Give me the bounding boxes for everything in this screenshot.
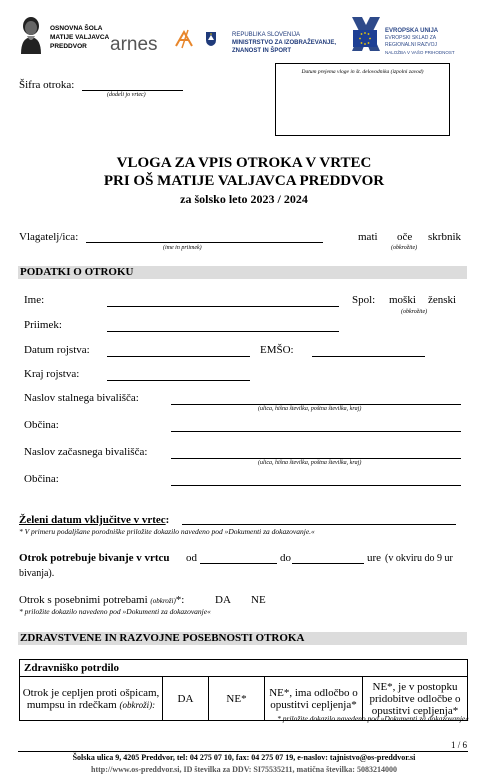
- perm-address-field[interactable]: [171, 404, 461, 405]
- special-needs-asterisk: *:: [175, 594, 185, 606]
- applicant-label: Vlagatelj/ica:: [19, 231, 79, 243]
- stay-note-a: (v okviru do 9 ur: [385, 553, 453, 564]
- emso-field[interactable]: [312, 356, 425, 357]
- temp-municipality-label: Občina:: [24, 473, 59, 485]
- start-date-label-colon: :: [165, 514, 170, 526]
- child-surname-field[interactable]: [107, 331, 339, 332]
- temp-address-field[interactable]: [171, 458, 461, 459]
- school-portrait-logo: [17, 14, 45, 54]
- gender-label: Spol:: [352, 294, 376, 306]
- child-code-hint: (dodeli jo vrtec): [107, 92, 146, 98]
- applicant-option-father[interactable]: oče: [397, 231, 413, 243]
- title-line-2: PRI OŠ MATIJE VALJAVCA PREDDVOR: [103, 173, 385, 189]
- child-surname-label: Priimek:: [24, 319, 62, 331]
- stay-from-field[interactable]: [200, 563, 277, 564]
- section-child-title: PODATKI O OTROKU: [20, 266, 134, 278]
- child-name-field[interactable]: [107, 306, 339, 307]
- start-date-label-text: Želeni datum vključitve v vrtec: [19, 514, 166, 526]
- vaccination-row-label: [20, 677, 163, 721]
- eu-flag-icon: [353, 30, 377, 47]
- applicant-hint: (ime in priimek): [163, 245, 202, 251]
- special-needs-no[interactable]: NE: [251, 594, 266, 606]
- temp-address-hint: (ulica, hišna številka, poštna številka, kraj): [258, 460, 362, 466]
- page-title: [0, 154, 488, 207]
- birth-place-label: Kraj rojstva:: [24, 368, 80, 380]
- stay-hours: ure: [367, 552, 382, 564]
- temp-municipality-field[interactable]: [171, 485, 461, 486]
- child-code-label: Šifra otroka:: [19, 79, 75, 91]
- arnes-logo-text: arnes: [110, 34, 158, 55]
- health-table: [19, 659, 468, 721]
- vaccination-option-yes[interactable]: [163, 677, 209, 721]
- section-health-title: ZDRAVSTVENE IN RAZVOJNE POSEBNOSTI OTROKA: [20, 632, 305, 644]
- perm-address-hint: (ulica, hišna številka, poštna številka, kraj): [258, 406, 362, 412]
- emso-label: EMŠO:: [260, 344, 294, 356]
- footer-line-1: Šolska ulica 9, 4205 Preddvor, tel: 04 275 07 10, fax: 04 275 07 19, e-naslov: tajnistvo@os-preddvor.si: [72, 753, 416, 762]
- vaccination-row-hint: (obkroži):: [119, 699, 156, 710]
- vaccination-option-no-text: NE*: [226, 692, 247, 705]
- applicant-option-guardian[interactable]: skrbnik: [428, 231, 461, 243]
- gender-option-female[interactable]: ženski: [428, 294, 457, 306]
- applicant-option-mother[interactable]: mati: [358, 231, 378, 243]
- temp-address-label: Naslov začasnega bivališča:: [24, 446, 148, 458]
- special-needs-yes[interactable]: DA: [215, 594, 231, 606]
- vaccination-option-yes-text: DA: [177, 692, 194, 705]
- stay-to: do: [280, 552, 291, 564]
- gender-hint: (obkrožite): [401, 309, 428, 315]
- child-code-field[interactable]: [82, 90, 183, 91]
- arnes-logo: [108, 28, 193, 56]
- special-needs-label-text: Otrok s posebnimi potrebami: [19, 594, 148, 606]
- special-needs-note: * priložite dokazilo navedeno pod »Dokumenti za dokazovanje«: [19, 607, 211, 616]
- page-number: 1 / 6: [450, 740, 467, 750]
- stay-from: od: [186, 552, 197, 564]
- perm-municipality-label: Občina:: [24, 419, 59, 431]
- title-line-1: VLOGA ZA VPIS OTROKA V VRTEC: [116, 155, 372, 171]
- birth-date-label: Datum rojstva:: [24, 344, 90, 356]
- stay-note-b: bivanja).: [19, 568, 55, 579]
- vaccination-row-label-text: Otrok je cepljen proti ošpicam, mumpsu in rdečkam: [22, 686, 160, 711]
- start-date-field[interactable]: [182, 524, 456, 525]
- health-note: * priložite dokazilo navedeno pod »Dokumenti za dokazovanje«: [277, 714, 469, 723]
- birth-place-field[interactable]: [107, 380, 250, 381]
- footer-line-2: http://www.os-preddvor.si, ID številka za DDV: SI75535211, matična številka: 5083214000: [91, 765, 397, 774]
- gender-option-male[interactable]: moški: [389, 294, 416, 306]
- special-needs-label: [19, 594, 184, 606]
- title-line-3: za šolsko leto 2023 / 2024: [180, 192, 308, 206]
- health-table-header: [20, 660, 468, 677]
- vaccination-option-pending-text: NE*, je v postopku pridobitve odločbe o opustitvi cepljenja*: [369, 680, 461, 717]
- receipt-box[interactable]: [275, 63, 450, 136]
- special-needs-hint: (obkroži): [150, 597, 176, 605]
- applicant-field[interactable]: [86, 242, 323, 243]
- start-date-label: [19, 514, 169, 526]
- health-table-header-text: Zdravniško potrdilo: [24, 662, 120, 674]
- child-name-label: Ime:: [24, 294, 45, 306]
- receipt-box-text: Datum prejema vloge in št. delovodnika (izpolni zavod): [301, 69, 424, 75]
- applicant-options-hint: (obkrožite): [391, 245, 418, 251]
- footer-divider: [18, 751, 468, 752]
- school-name: OSNOVNA ŠOLA MATIJE VALJAVCA PREDDVOR: [50, 25, 110, 50]
- vaccination-option-no[interactable]: [209, 677, 265, 721]
- eu-fund-name: EVROPSKA UNIJA EVROPSKI SKLAD ZA REGIONALNI RAZVOJ NALOŽBA V VAŠO PRIHODNOST: [385, 28, 455, 55]
- vaccination-option-exempt-text: NE*, ima odločbo o opustitvi cepljenja*: [269, 686, 358, 711]
- stay-to-field[interactable]: [292, 563, 364, 564]
- perm-address-label: Naslov stalnega bivališča:: [24, 392, 139, 404]
- slovenia-coat-of-arms-icon: [205, 31, 217, 47]
- perm-municipality-field[interactable]: [171, 431, 461, 432]
- birth-date-field[interactable]: [107, 356, 250, 357]
- ministry-name: REPUBLIKA SLOVENIJA MINISTRSTVO ZA IZOBRAŽEVANJE, ZNANOST IN ŠPORT: [232, 32, 337, 54]
- stay-label: Otrok potrebuje bivanje v vrtcu: [19, 552, 170, 564]
- start-date-note: * V primeru podaljšane porodniške priložite dokazilo navedeno pod »Dokumenti za dokazovanje.«: [19, 527, 315, 536]
